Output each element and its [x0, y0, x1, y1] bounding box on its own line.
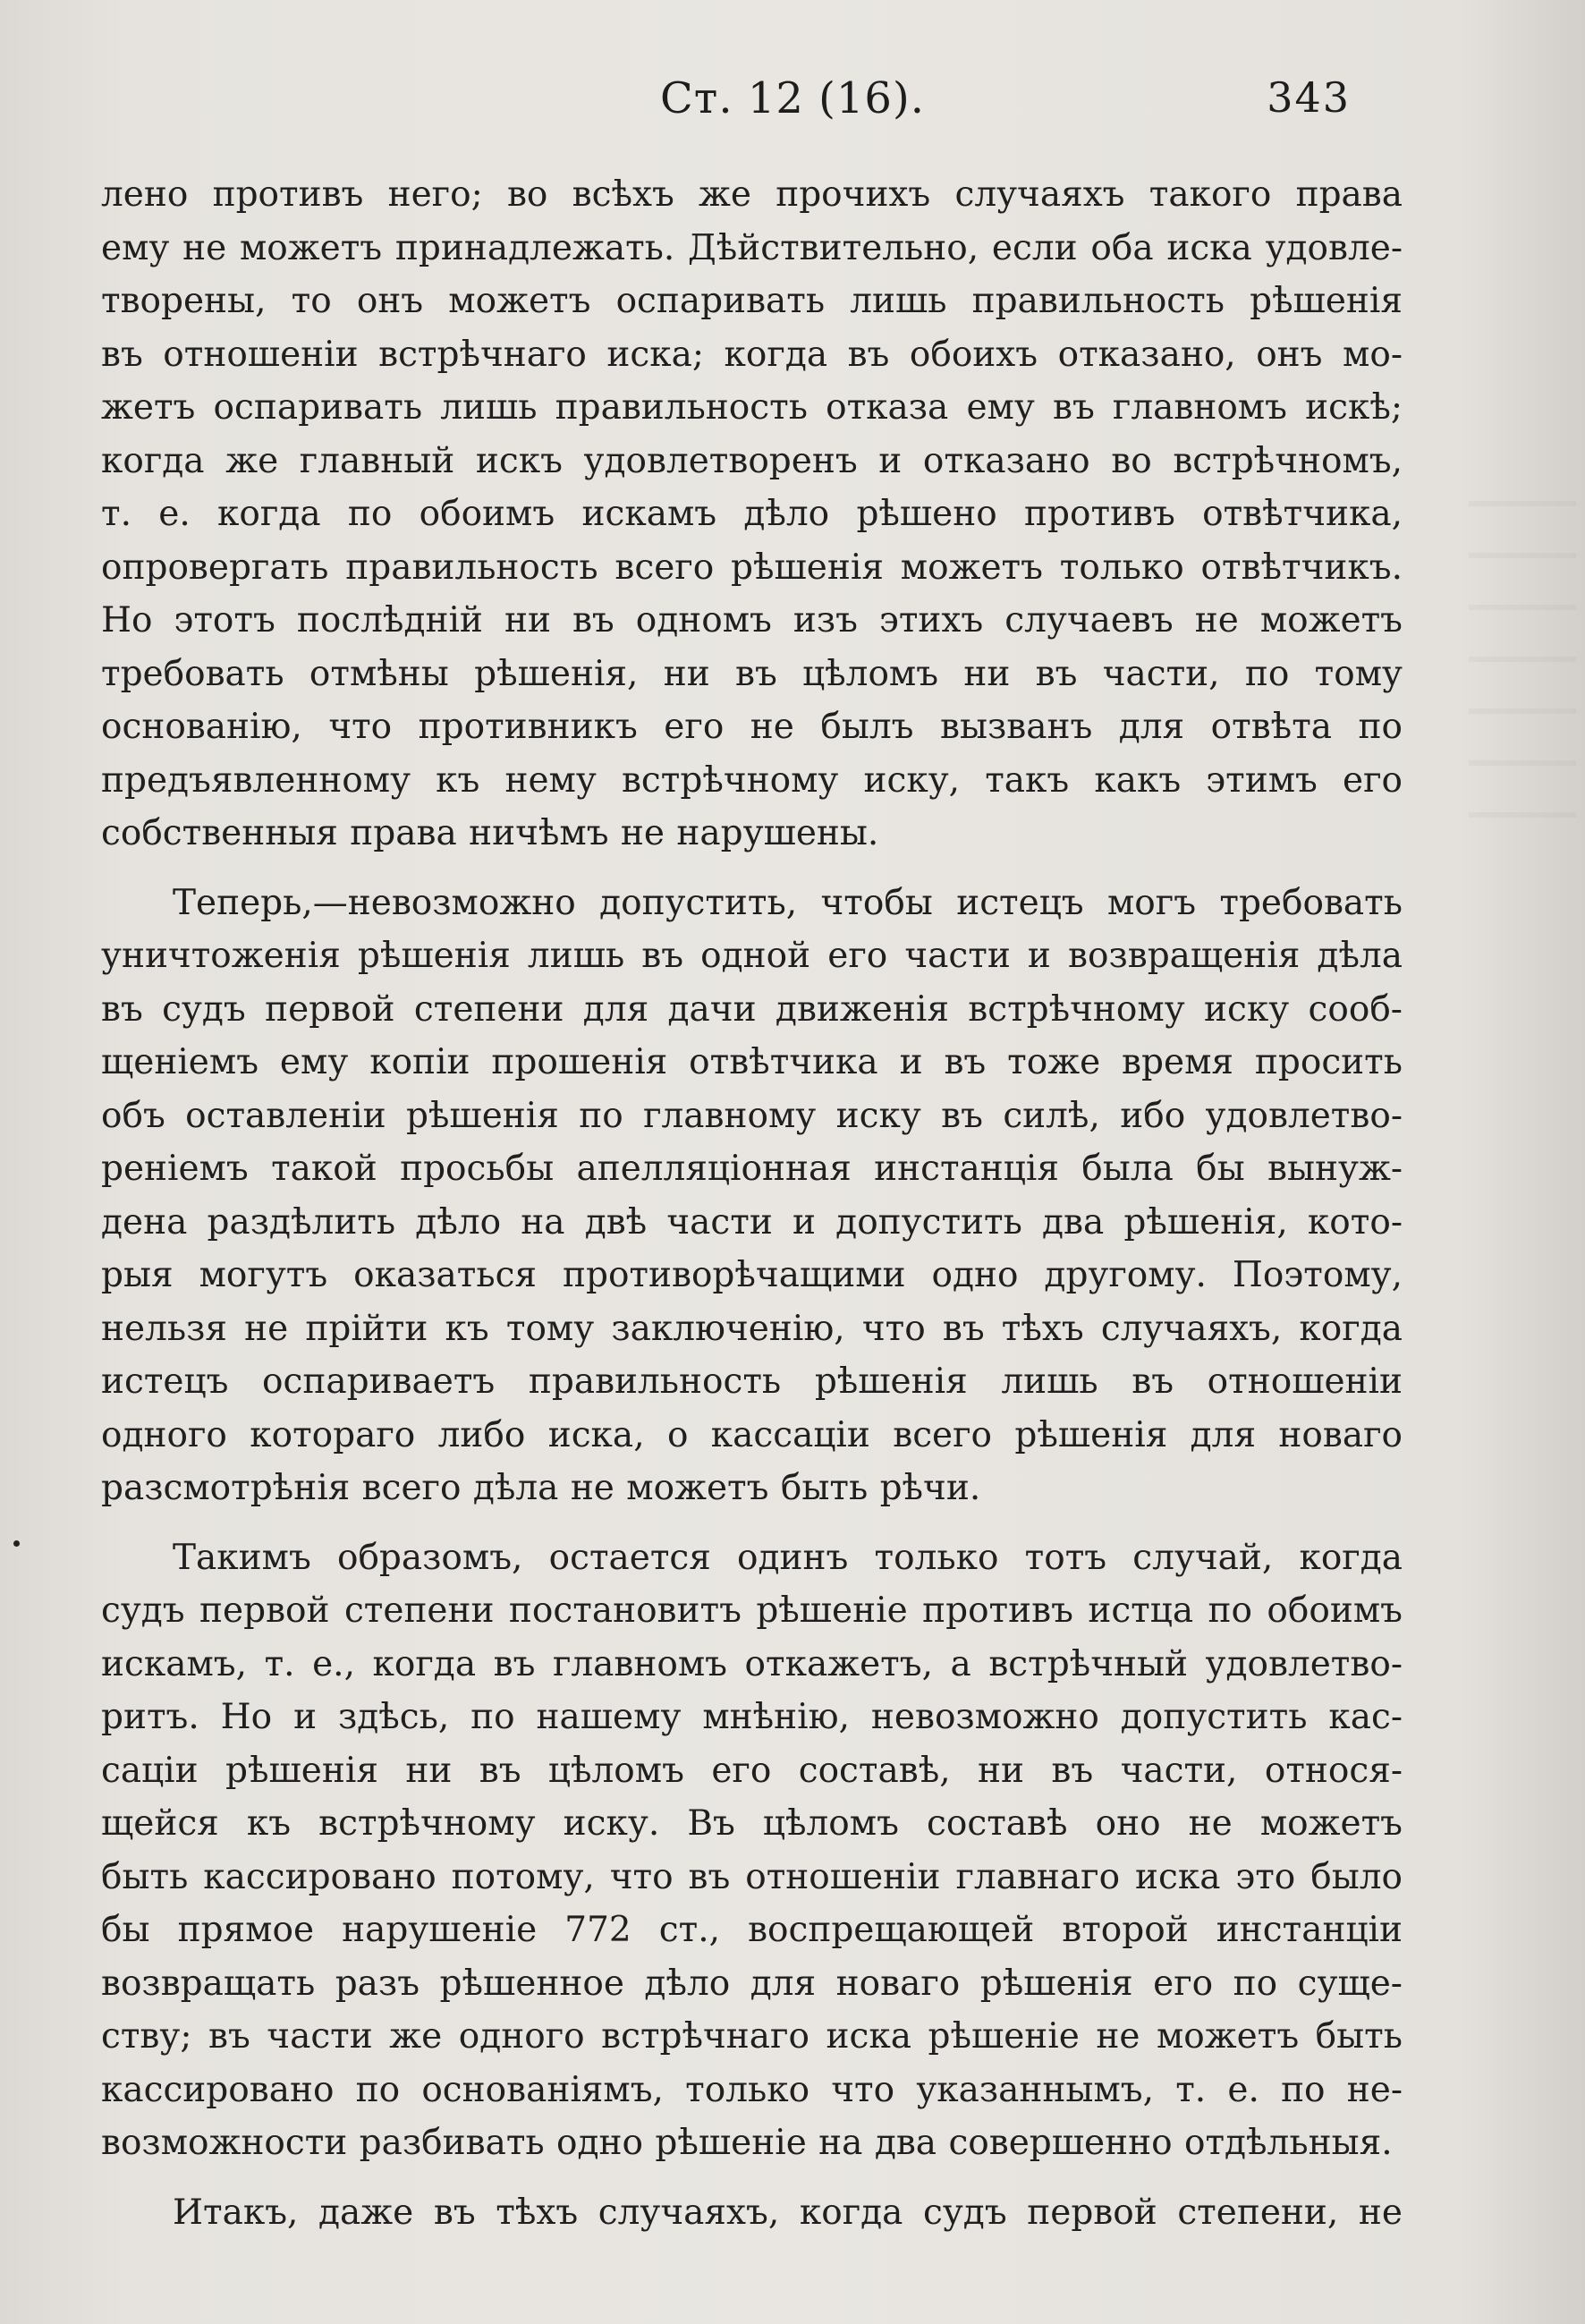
- text-line: возвращать разъ рѣшенное дѣло для новаго рѣшенія его по суще-: [101, 1963, 1403, 2004]
- text-line: творены, то онъ можетъ оспаривать лишь правильность рѣшенія: [101, 281, 1403, 321]
- text-line: нельзя не прійти къ тому заключенію, что въ тѣхъ случаяхъ, когда: [101, 1308, 1403, 1349]
- text-line: рыя могутъ оказаться противорѣчащими одно другому. Поэтому,: [101, 1255, 1403, 1295]
- text-line: т. е. когда по обоимъ искамъ дѣло рѣшено противъ отвѣтчика,: [101, 494, 1403, 534]
- text-line: кассировано по основаніямъ, только что указаннымъ, т. е. по не-: [101, 2069, 1403, 2110]
- running-title: Ст. 12 (16).: [660, 73, 925, 123]
- text-line: ритъ. Но и здѣсь, по нашему мнѣнію, невозможно допустить кас-: [101, 1697, 1403, 1737]
- text-line: требовать отмѣны рѣшенія, ни въ цѣломъ ни въ части, по тому: [101, 653, 1403, 694]
- margin-speck: [13, 1540, 20, 1547]
- text-line: въ отношеніи встрѣчнаго иска; когда въ обоихъ отказано, онъ мо-: [101, 334, 1403, 375]
- text-line: возможности разбивать одно рѣшеніе на два совершенно отдѣльныя.: [101, 2123, 1393, 2163]
- text-line: основанію, что противникъ его не былъ вызванъ для отвѣта по: [101, 707, 1403, 747]
- page-number: 343: [1267, 73, 1351, 122]
- text-line: Итакъ, даже въ тѣхъ случаяхъ, когда судъ первой степени, не: [173, 2192, 1403, 2233]
- paragraph: [101, 168, 1403, 861]
- paragraph: [101, 1531, 1403, 2170]
- text-line: Такимъ образомъ, остается одинъ только тотъ случай, когда: [173, 1537, 1403, 1578]
- text-line: одного котораго либо иска, о кассаціи всего рѣшенія для новаго: [101, 1414, 1403, 1455]
- paragraph-gap: [101, 861, 1403, 877]
- text-line: саціи рѣшенія ни въ цѣломъ его составѣ, ни въ части, относя-: [101, 1750, 1403, 1791]
- text-line: ству; въ части же одного встрѣчнаго иска рѣшеніе не можетъ быть: [101, 2016, 1403, 2057]
- paragraph: [101, 2186, 1403, 2240]
- text-line: реніемъ такой просьбы апелляціонная инстанція была бы вынуж-: [101, 1149, 1403, 1189]
- paragraph-gap: [101, 2170, 1403, 2186]
- text-line: Теперь,—невозможно допустить, чтобы истецъ могъ требовать: [173, 882, 1403, 923]
- text-line: ему не можетъ принадлежать. Дѣйствительно, если оба иска удовле-: [101, 227, 1403, 268]
- text-line: лено противъ него; во всѣхъ же прочихъ случаяхъ такого права: [101, 174, 1403, 215]
- text-line: истецъ оспариваетъ правильность рѣшенія лишь въ отношеніи: [101, 1361, 1403, 1402]
- text-line: собственныя права ничѣмъ не нарушены.: [101, 813, 879, 853]
- text-line: опровергать правильность всего рѣшенія можетъ только отвѣтчикъ.: [101, 547, 1403, 588]
- text-line: бы прямое нарушеніе 772 ст., воспрещающей второй инстанціи: [101, 1910, 1403, 1950]
- text-line: объ оставленіи рѣшенія по главному иску въ силѣ, ибо удовлетво-: [101, 1095, 1403, 1136]
- text-line: Но этотъ послѣдній ни въ одномъ изъ этихъ случаевъ не можетъ: [101, 600, 1403, 640]
- text-line: разсмотрѣнія всего дѣла не можетъ быть рѣчи.: [101, 1468, 981, 1508]
- text-line: въ судъ первой степени для дачи движенія встрѣчному иску сооб-: [101, 988, 1403, 1030]
- text-line: уничтоженія рѣшенія лишь въ одной его части и возвращенія дѣла: [101, 936, 1403, 976]
- text-line: щейся къ встрѣчному иску. Въ цѣломъ составѣ оно не можетъ: [101, 1803, 1403, 1844]
- text-line: жетъ оспаривать лишь правильность отказа ему въ главномъ искѣ;: [101, 387, 1403, 428]
- page-header: [0, 73, 1585, 136]
- text-line: дена раздѣлить дѣло на двѣ части и допустить два рѣшенія, кото-: [101, 1201, 1403, 1243]
- text-line: предъявленному къ нему встрѣчному иску, такъ какъ этимъ его: [101, 759, 1403, 801]
- text-line: быть кассировано потому, что въ отношеніи главнаго иска это было: [101, 1856, 1403, 1897]
- text-line: когда же главный искъ удовлетворенъ и отказано во встрѣчномъ,: [101, 440, 1403, 481]
- body-text: [101, 168, 1403, 2239]
- paragraph: [101, 877, 1403, 1515]
- text-line: судъ первой степени постановитъ рѣшеніе противъ истца по обоимъ: [101, 1590, 1403, 1631]
- text-line: искамъ, т. е., когда въ главномъ откажетъ, а встрѣчный удовлетво-: [101, 1643, 1403, 1684]
- bleed-through-shadow: [1469, 501, 1576, 841]
- text-line: щеніемъ ему копіи прошенія отвѣтчика и въ тоже время просить: [101, 1042, 1403, 1082]
- paragraph-gap: [101, 1515, 1403, 1531]
